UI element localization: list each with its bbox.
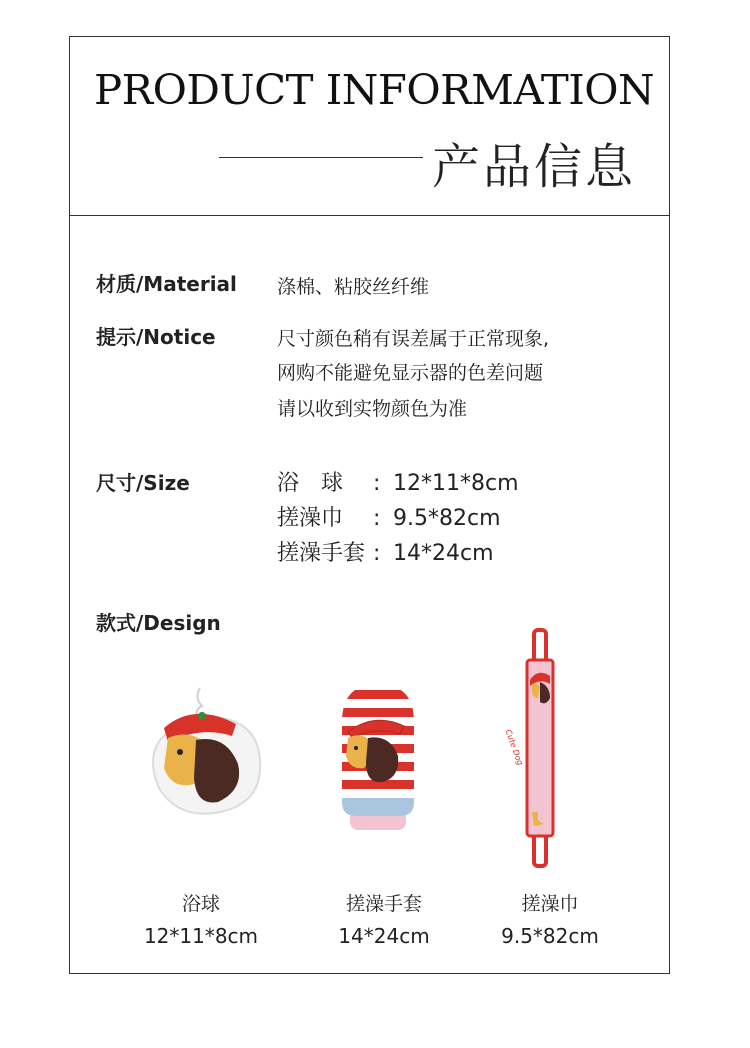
design-item-size: 14*24cm bbox=[338, 924, 430, 948]
towel-print-text: Cute Dog bbox=[503, 728, 525, 767]
title-underline bbox=[219, 157, 423, 158]
design-item-name: 搓澡巾 bbox=[521, 893, 579, 915]
size-row-value: 14*24cm bbox=[393, 541, 494, 566]
material-label: 材质/Material bbox=[96, 272, 237, 296]
size-row-name: 搓澡巾 bbox=[277, 506, 344, 531]
design-item-size: 9.5*82cm bbox=[501, 924, 599, 948]
header-divider bbox=[69, 215, 670, 216]
size-row-name: 浴 球 bbox=[277, 471, 344, 496]
size-row-towel: 搓澡巾 : 9.5*82cm bbox=[277, 501, 501, 532]
size-label: 尺寸/Size bbox=[96, 471, 190, 495]
material-value: 涤棉、粘胶丝纤维 bbox=[277, 276, 430, 298]
notice-line-2: 网购不能避免显示器的色差问题 bbox=[277, 362, 544, 384]
title-english: PRODUCT INFORMATION bbox=[94, 66, 655, 114]
size-row-value: 12*11*8cm bbox=[393, 471, 519, 496]
design-item-mitt bbox=[304, 889, 464, 948]
bath-mitt-dog-illustration bbox=[338, 682, 418, 832]
design-item-name: 浴球 bbox=[181, 893, 220, 915]
notice-line-3: 请以收到实物颜色为准 bbox=[277, 398, 468, 420]
design-item-size: 12*11*8cm bbox=[143, 924, 259, 948]
design-item-towel bbox=[470, 889, 630, 948]
title-chinese: 产品信息 bbox=[432, 139, 637, 195]
design-label: 款式/Design bbox=[96, 611, 221, 635]
bath-ball-dog-illustration bbox=[140, 680, 270, 820]
size-row-mitt: 搓澡手套 : 14*24cm bbox=[277, 536, 494, 567]
design-item-ball bbox=[121, 889, 281, 948]
design-item-name: 搓澡手套 bbox=[345, 893, 422, 915]
size-row-value: 9.5*82cm bbox=[393, 506, 501, 531]
notice-label: 提示/Notice bbox=[96, 325, 216, 349]
size-row-ball: 浴 球 : 12*11*8cm bbox=[277, 466, 519, 497]
size-row-name: 搓澡手套 bbox=[277, 541, 366, 566]
notice-line-1: 尺寸颜色稍有误差属于正常现象, bbox=[277, 328, 550, 350]
bath-towel-strip-illustration bbox=[503, 628, 560, 868]
